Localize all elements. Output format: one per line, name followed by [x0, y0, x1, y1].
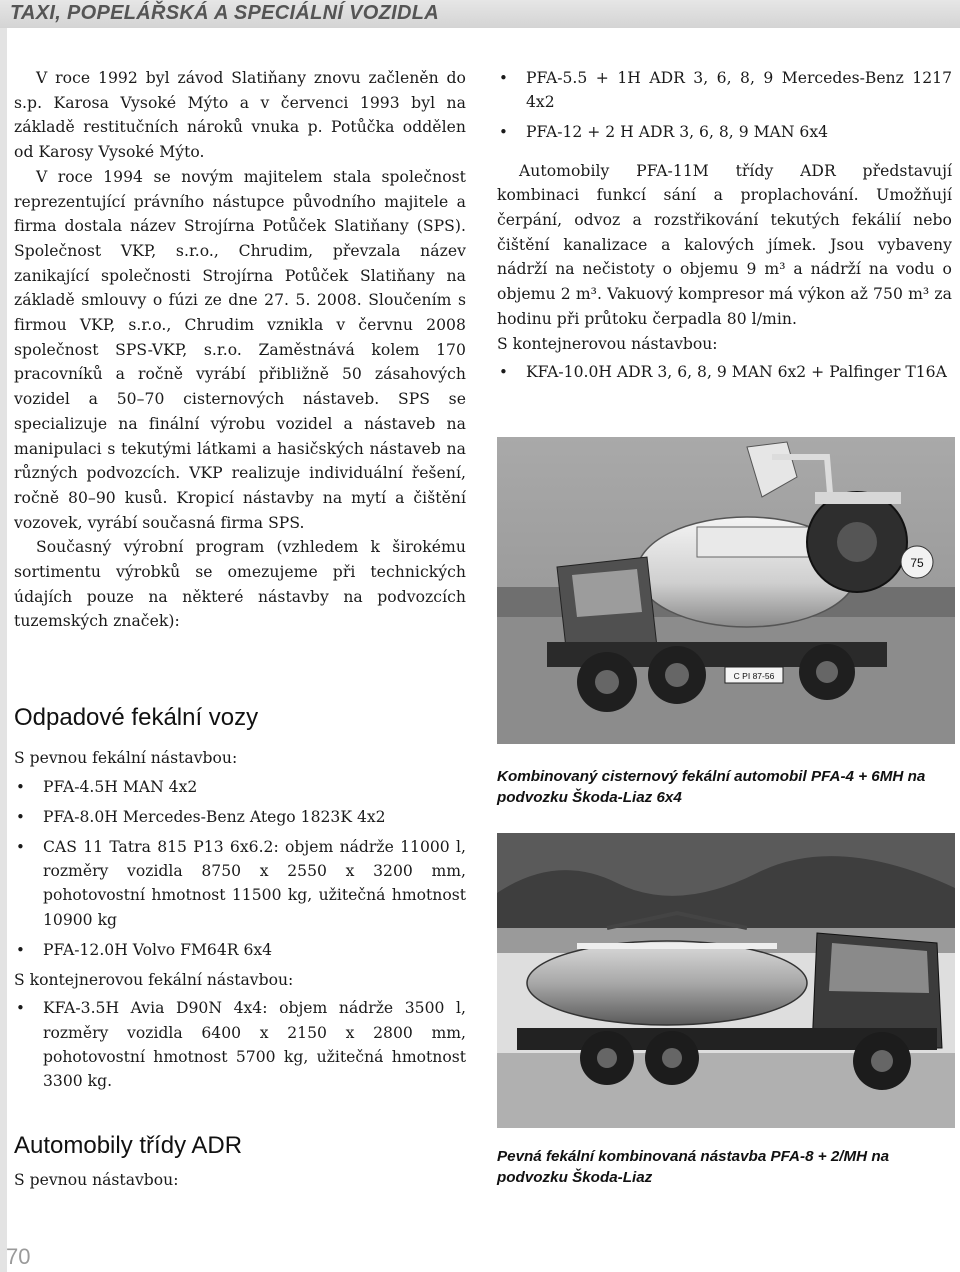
list-item: • PFA-5.5 + 1H ADR 3, 6, 8, 9 Mercedes-Benz 1217 4x2	[497, 66, 952, 114]
list-item: • PFA-12.0H Volvo FM64R 6x4	[14, 938, 466, 962]
bullet: •	[16, 999, 25, 1018]
intro-paragraph-1: V roce 1992 byl závod Slatiňany znovu začleněn do s.p. Karosa Vysoké Mýto a v červenci 1993 byl na základě restitučních nároků vnuka p. Potůčka oddělen od Karosy Vysoké Mýto.	[14, 69, 466, 162]
list-item: • KFA-3.5H Avia D90N 4x4: objem nádrže 3500 l, rozměry vozidla 6400 x 2150 x 2800 mm, pohotovostní hmotnost 5700 kg, užitečná hmotnost 3300 kg.	[14, 996, 466, 1093]
section-heading-fecal: Odpadové fekální vozy	[14, 704, 259, 731]
adr-section-continued	[497, 66, 952, 390]
adr-section-start	[14, 1168, 466, 1193]
list-item: • PFA-12 + 2 H ADR 3, 6, 8, 9 MAN 6x4	[497, 120, 952, 144]
section-heading-adr: Automobily třídy ADR	[14, 1132, 243, 1159]
bullet: •	[499, 123, 508, 142]
bullet: •	[16, 777, 25, 796]
intro-paragraph-2: V roce 1994 se novým majitelem stala společnost reprezentující právního nástupce původního majitele a firma dostala název Strojírna Potůček Slatiňany (SPS). Společnost VKP, s.r.o., Chrudim, převzala název zanikající společnosti Strojírna Potůček Slatiňany na základě smlouvy o fúzi ze dne 27. 5. 2008. Sloučením s firmou VKP, s.r.o., Chrudim vznikla v červnu 2008 společnost SPS-VKP, s.r.o. Zaměstnává kolem 170 pracovníků a ročně vyrábí přibližně 50 zásahových vozidel a 50–70 cisternových nástaveb. SPS se specializuje na finální výrobu vozidel a nástaveb na manipulaci s tekutými látkami a hasičských nástaveb na různých podvozcích. VKP realizuje individuální řešení, ročně 80–90 kusů. Kropicí nástavby na mytí a čištění vozovek, vyrábí současná firma SPS.	[14, 167, 466, 532]
side-margin-strip	[0, 28, 7, 1272]
list-item: • PFA-4.5H MAN 4x2	[14, 775, 466, 799]
bullet: •	[16, 940, 25, 959]
fecal-fixed-label: S pevnou fekální nástavbou:	[14, 749, 238, 767]
adr-container-list	[497, 360, 952, 384]
header-bar	[0, 0, 960, 28]
photo-truck-pfa8	[497, 833, 955, 1128]
list-item: • KFA-10.0H ADR 3, 6, 8, 9 MAN 6x2 + Palfinger T16A	[497, 360, 952, 384]
photo-truck-pfa4	[497, 437, 955, 744]
fecal-fixed-list	[14, 775, 466, 962]
intro-text	[14, 66, 466, 634]
badge-number: 75	[910, 556, 924, 570]
fecal-container-list	[14, 996, 466, 1093]
bullet: •	[16, 837, 25, 856]
photo-2-caption: Pevná fekální kombinovaná nástavba PFA-8 + 2/MH na podvozku Škoda-Liaz	[497, 1148, 890, 1186]
truck-photo-illustration	[497, 437, 955, 744]
fecal-container-label: S kontejnerovou fekální nástavbou:	[14, 970, 294, 989]
bullet: •	[499, 69, 508, 87]
bullet: •	[499, 363, 508, 382]
list-item: • PFA-8.0H Mercedes-Benz Atego 1823K 4x2	[14, 805, 466, 829]
photo-1-caption: Kombinovaný cisternový fekální automobil PFA-4 + 6MH na podvozku Škoda-Liaz 6x4	[497, 768, 926, 806]
license-plate: C PI 87-56	[733, 671, 775, 681]
intro-paragraph-3: Současný výrobní program (vzhledem k širokému sortimentu výrobků se omezujeme při technických údajích pouze na některé nástavby na podvozcích tuzemských značek):	[14, 538, 466, 631]
fecal-section-body	[14, 746, 466, 1099]
list-item: • CAS 11 Tatra 815 P13 6x6.2: objem nádrže 11000 l, rozměry vozidla 8750 x 2550 x 3200 mm, pohotovostní hmotnost 11500 kg, užitečná hmotnost 10900 kg	[14, 835, 466, 932]
running-header-title: TAXI, POPELÁŘSKÁ A SPECIÁLNÍ VOZIDLA	[10, 2, 439, 24]
truck-photo-illustration	[497, 833, 955, 1128]
adr-fixed-list	[497, 66, 952, 145]
bullet: •	[16, 807, 25, 826]
page-number: 70	[6, 1244, 31, 1269]
adr-description: Automobily PFA-11M třídy ADR představují kombinaci funkcí sání a proplachování. Umožňují čerpání, odvoz a rozstřikování tekutých fekálií nebo čištění kanalizace a kalových jímek. Jsou vybaveny nádrží na nečistoty o objemu 9 m³ a nádrží na vodu o objemu 2 m³. Vakuový kompresor má výkon až 750 m³ za hodinu při průtoku čerpadla 80 l/min.	[497, 161, 952, 328]
adr-fixed-label: S pevnou nástavbou:	[14, 1171, 179, 1189]
adr-container-label: S kontejnerovou nástavbou:	[497, 334, 718, 353]
